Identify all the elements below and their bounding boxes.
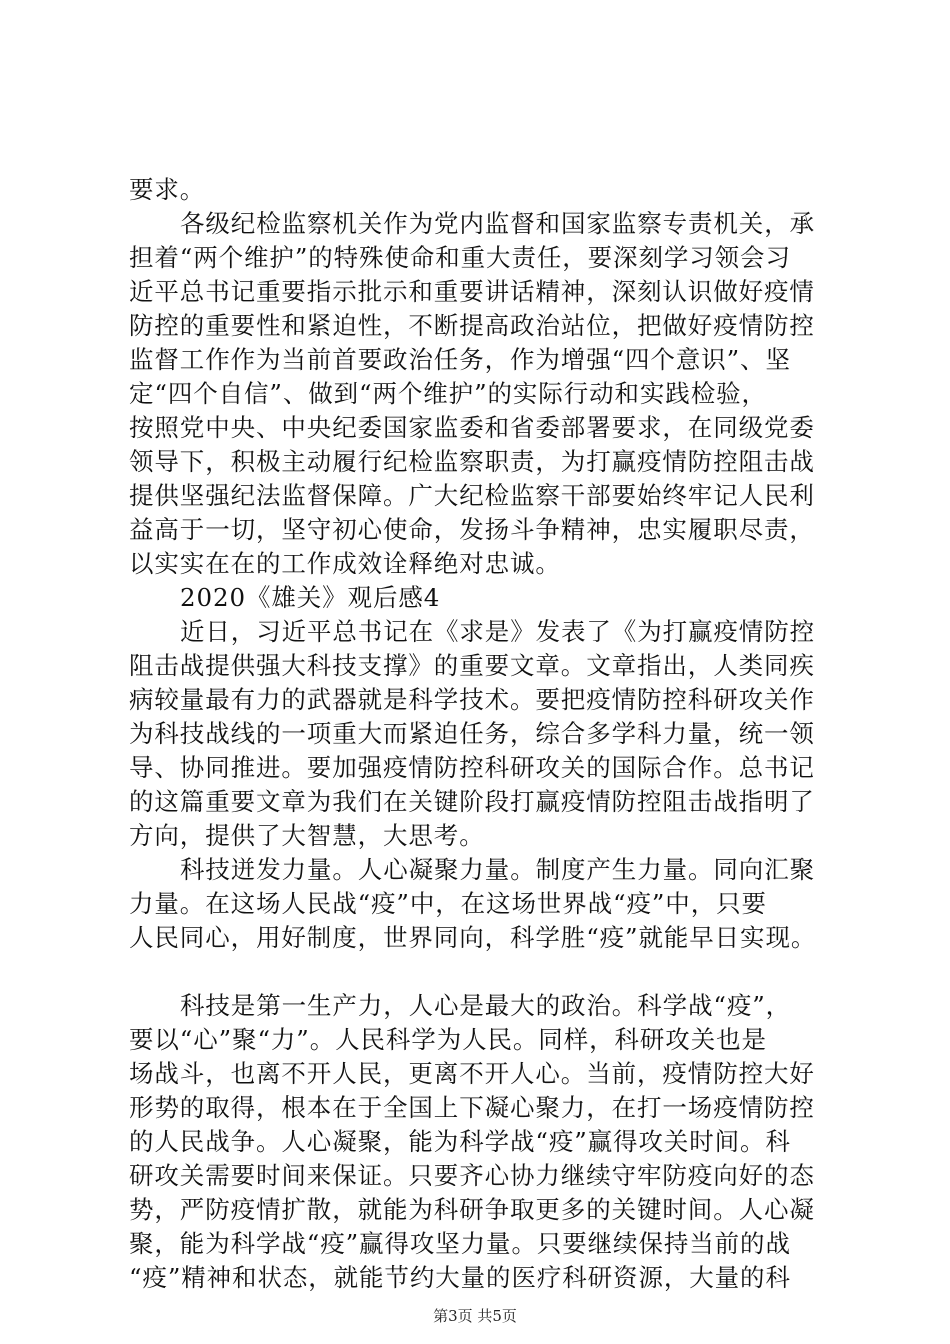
paragraph-start: 科技迸发力量。人心凝聚力量。制度产生力量。同向汇聚 xyxy=(180,855,815,884)
text-line: 要求。 xyxy=(129,175,206,204)
text-line: 近平总书记重要指示批示和重要讲话精神，深刻认识做好疫情 xyxy=(129,277,815,306)
text-line: 以实实在在的工作成效诠释绝对忠诚。 xyxy=(129,549,561,578)
text-line: 势，严防疫情扩散，就能为科研争取更多的关键时间。人心凝 xyxy=(129,1195,815,1224)
text-line: 方向，提供了大智慧，大思考。 xyxy=(129,821,485,850)
paragraph-start: 各级纪检监察机关作为党内监督和国家监察专责机关，承 xyxy=(180,209,815,238)
text-line: 的这篇重要文章为我们在关键阶段打赢疫情防控阻击战指明了 xyxy=(129,787,815,816)
text-line: 病较量最有力的武器就是科学技术。要把疫情防控科研攻关作 xyxy=(129,685,815,714)
text-line: 形势的取得，根本在于全国上下凝心聚力，在打一场疫情防控 xyxy=(129,1093,815,1122)
text-line: 人民同心，用好制度，世界同向，科学胜“疫”就能早日实现。 xyxy=(129,923,817,952)
section-heading: 2020《雄关》观后感4 xyxy=(180,583,441,612)
text-line: 益高于一切，坚守初心使命，发扬斗争精神，忠实履职尽责， xyxy=(129,515,815,544)
text-line: 导、协同推进。要加强疫情防控科研攻关的国际合作。总书记 xyxy=(129,753,815,782)
text-line: 的人民战争。人心凝聚，能为科学战“疫”赢得攻关时间。科 xyxy=(129,1127,791,1156)
text-line: 要以“心”聚“力”。人民科学为人民。同样，科研攻关也是 xyxy=(129,1025,767,1054)
text-line: 提供坚强纪法监督保障。广大纪检监察干部要始终牢记人民利 xyxy=(129,481,815,510)
text-line: 场战斗，也离不开人民，更离不开人心。当前，疫情防控大好 xyxy=(129,1059,815,1088)
text-line: 阻击战提供强大科技支撑》的重要文章。文章指出，人类同疾 xyxy=(129,651,815,680)
text-line: 力量。在这场人民战“疫”中，在这场世界战“疫”中，只要 xyxy=(129,889,767,918)
text-line: 研攻关需要时间来保证。只要齐心协力继续守牢防疫向好的态 xyxy=(129,1161,815,1190)
paragraph-start: 近日，习近平总书记在《求是》发表了《为打赢疫情防控 xyxy=(180,617,815,646)
text-line: 监督工作作为当前首要政治任务，作为增强“四个意识”、坚 xyxy=(129,345,791,374)
text-line: 担着“两个维护”的特殊使命和重大责任，要深刻学习领会习 xyxy=(129,243,791,272)
text-line: 为科技战线的一项重大而紧迫任务，综合多学科力量，统一领 xyxy=(129,719,815,748)
text-line: 领导下，积极主动履行纪检监察职责，为打赢疫情防控阻击战 xyxy=(129,447,815,476)
page-number-footer: 第3页 共5页 xyxy=(433,1307,517,1325)
text-line: 定“四个自信”、做到“两个维护”的实际行动和实践检验， xyxy=(129,379,767,408)
paragraph-start: 科技是第一生产力，人心是最大的政治。科学战“疫”， xyxy=(180,991,792,1020)
text-line: 按照党中央、中央纪委国家监委和省委部署要求，在同级党委 xyxy=(129,413,815,442)
text-line: “疫”精神和状态，就能节约大量的医疗科研资源，大量的科 xyxy=(129,1263,791,1292)
text-line: 聚，能为科学战“疫”赢得攻坚力量。只要继续保持当前的战 xyxy=(129,1229,791,1258)
text-line: 防控的重要性和紧迫性，不断提高政治站位，把做好疫情防控 xyxy=(129,311,815,340)
